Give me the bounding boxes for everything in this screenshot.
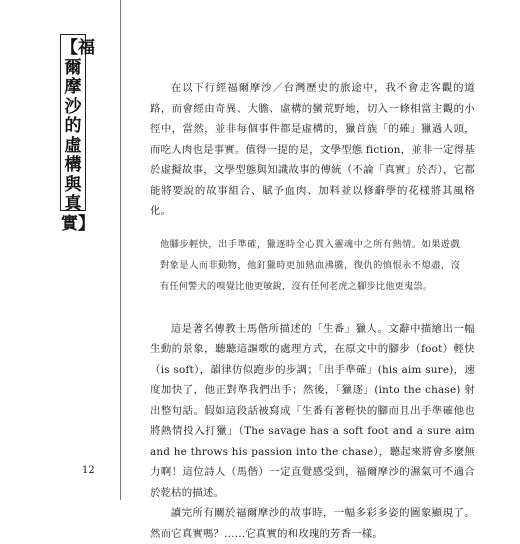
paragraph-analysis: 這是著名傳教士馬偕所描述的「生番」獵人。文辭中描繪出一幅生動的景象，聽聽這謳歌的處理方式，在原文中的腳步（foot）輕快（is soft），韻律仿似跑步的步調；「出手準確」(his aim sure)，速度加快了，他正對準我們出手；然後，「獵逐」(into the chase) 射出整句話。假如這段話被寫成「生番有著輕快的腳而且出手準確他也將熱情投入打獵」（The savage has a soft foot and a sure aim and he throws his passion into the chase），聽起來將會多麼無力啊！這位詩人（馬偕）一定直覺感受到，福爾摩沙的濕氣可不適合於乾枯的描述。 bbox=[150, 322, 475, 499]
paragraph-conclusion: 讀完所有關於福爾摩沙的故事時，一幅多彩多姿的圖象顯現了。然而它真實嗎？……它真實的和玫瑰的芳香一樣。 bbox=[150, 507, 475, 540]
page-body bbox=[150, 78, 475, 544]
running-header-title: 【福爾摩沙的虛構與真實】 bbox=[61, 38, 95, 234]
running-header-box bbox=[60, 34, 95, 234]
paragraph-intro: 在以下行經福爾摩沙／台灣歷史的旅途中，我不會走客觀的道路，而會經由奇異、大膽、虛構的蠻荒野地，切入一條相當主觀的小徑中，當然，並非每個事件都是虛構的，獵首族「的確」獵過人頭，而吃人肉也是事實。值得一提的是，文學型態 fiction，並非一定得基於虛擬故事，文學型態與知識故事的傳統（不論「真實」於否），它都能將要說的故事組合、賦予血肉、加料並以修辭學的花樣將其風格化。 bbox=[150, 82, 475, 217]
block-quote: 他腳步輕快，出手準確，獵逐時全心貫入靈魂中之所有熱情。如果遊戲對象是人而非動物，他釘獵時更加熱血沸騰，復仇的慎恨永不熄盡，沒有任何警犬的嗅覺比他更敏銳，沒有任何老虎之腳步比他更鬼祟。 bbox=[160, 238, 460, 292]
page-margin-sidebar bbox=[0, 0, 121, 500]
page-number: 12 bbox=[82, 465, 95, 476]
